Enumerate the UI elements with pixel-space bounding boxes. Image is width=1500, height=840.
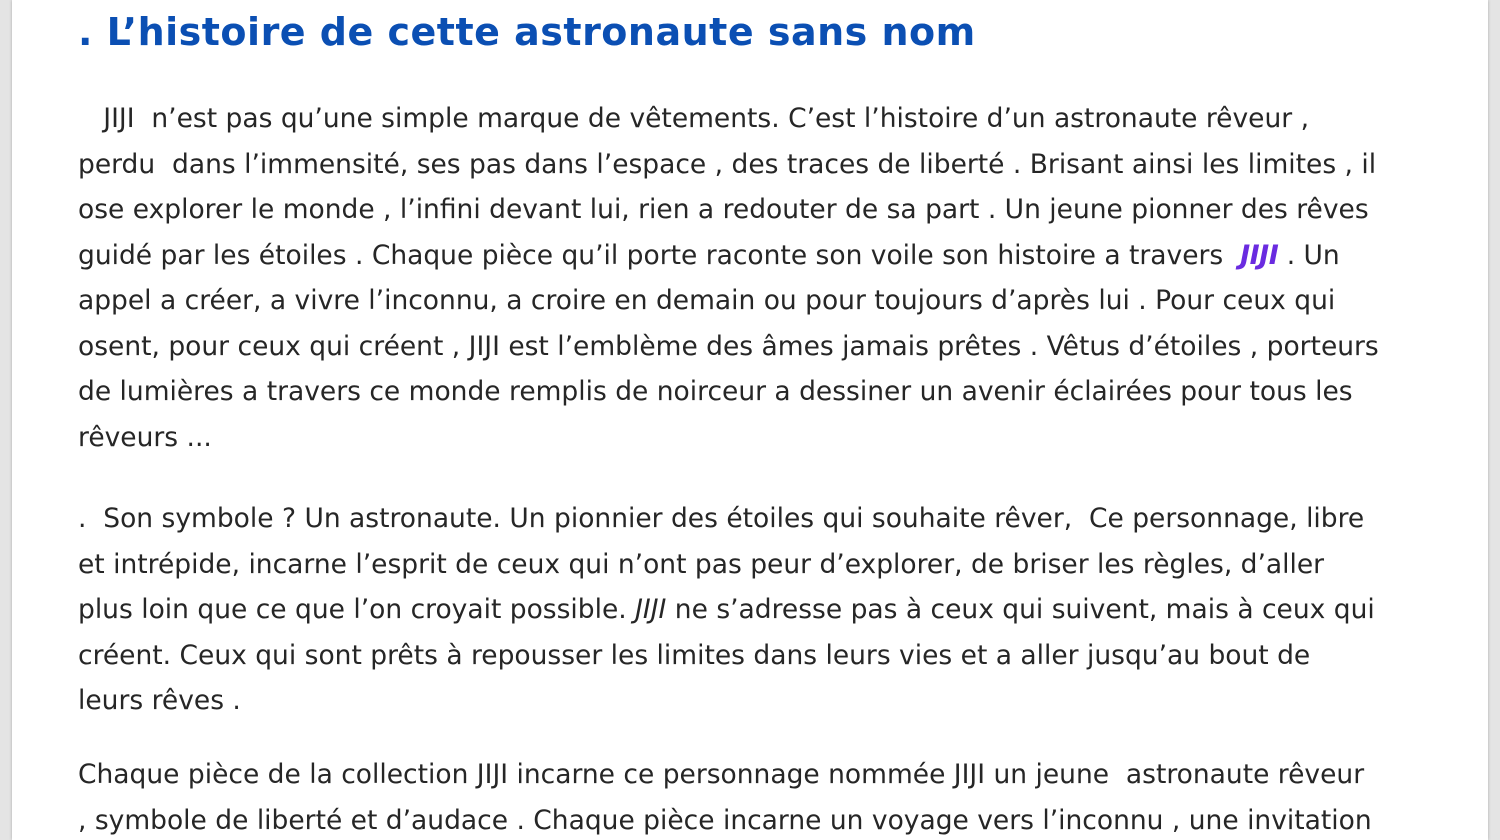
paragraph-line: créent. Ceux qui sont prêts à repousser les limites dans leurs vies et a aller jusqu’au bout de xyxy=(78,639,1311,671)
paragraph-line: leurs rêves . xyxy=(78,685,241,716)
paragraph-line: Chaque pièce de la collection JIJI incarne ce personnage nommée JIJI un jeune astronaute rêveur xyxy=(78,759,1365,790)
section-title: . L’histoire de cette astronaute sans nom xyxy=(78,10,976,54)
paragraph-line: osent, pour ceux qui créent , JIJI est l’emblème des âmes jamais prêtes . Vêtus d’étoiles , porteurs xyxy=(78,330,1379,362)
paragraph-line: , symbole de liberté et d’audace . Chaque pièce incarne un voyage vers l’inconnu , une invitation xyxy=(78,804,1372,836)
paragraph-line xyxy=(78,587,1428,633)
paragraph-origin-story xyxy=(78,96,1428,460)
brand-name-italic: JIJI xyxy=(635,594,667,625)
paragraph-line: et intrépide, incarne l’esprit de ceux qui n’ont pas peur d’explorer, de briser les règles, d’aller xyxy=(78,548,1325,580)
paragraph-line: appel a créer, a vivre l’inconnu, a croire en demain ou pour toujours d’après lui . Pour ceux qui xyxy=(78,285,1336,316)
paragraph-line: ose explorer le monde , l’infini devant lui, rien a redouter de sa part . Un jeune pionner des rêves xyxy=(78,194,1369,225)
paragraph-line: perdu dans l’immensité, ses pas dans l’espace , des traces de liberté . Brisant ainsi les limites , il xyxy=(78,148,1377,180)
paragraph-line: . Son symbole ? Un astronaute. Un pionnier des étoiles qui souhaite rêver, Ce personnage, libre xyxy=(78,503,1365,534)
paragraph-symbol xyxy=(78,496,1428,724)
paragraph-line: JIJI n’est pas qu’une simple marque de vêtements. C’est l’histoire d’un astronaute rêveur , xyxy=(78,103,1309,134)
line-text: plus loin que ce que l’on croyait possible. xyxy=(78,594,636,625)
brand-name-highlight: JIJI xyxy=(1240,239,1279,271)
paragraph-collection xyxy=(78,752,1428,840)
paragraph-line: de lumières a travers ce monde remplis de noirceur a dessiner un avenir éclairées pour tous les xyxy=(78,376,1353,407)
line-text: guidé par les étoiles . Chaque pièce qu’il porte raconte son voile son histoire a travers xyxy=(78,239,1241,271)
line-text: . Un xyxy=(1278,239,1340,271)
paragraph-line: rêveurs ... xyxy=(78,421,212,453)
paragraph-line xyxy=(78,233,1428,279)
document-page xyxy=(12,0,1488,840)
line-text: ne s’adresse pas à ceux qui suivent, mais à ceux qui xyxy=(666,594,1375,625)
